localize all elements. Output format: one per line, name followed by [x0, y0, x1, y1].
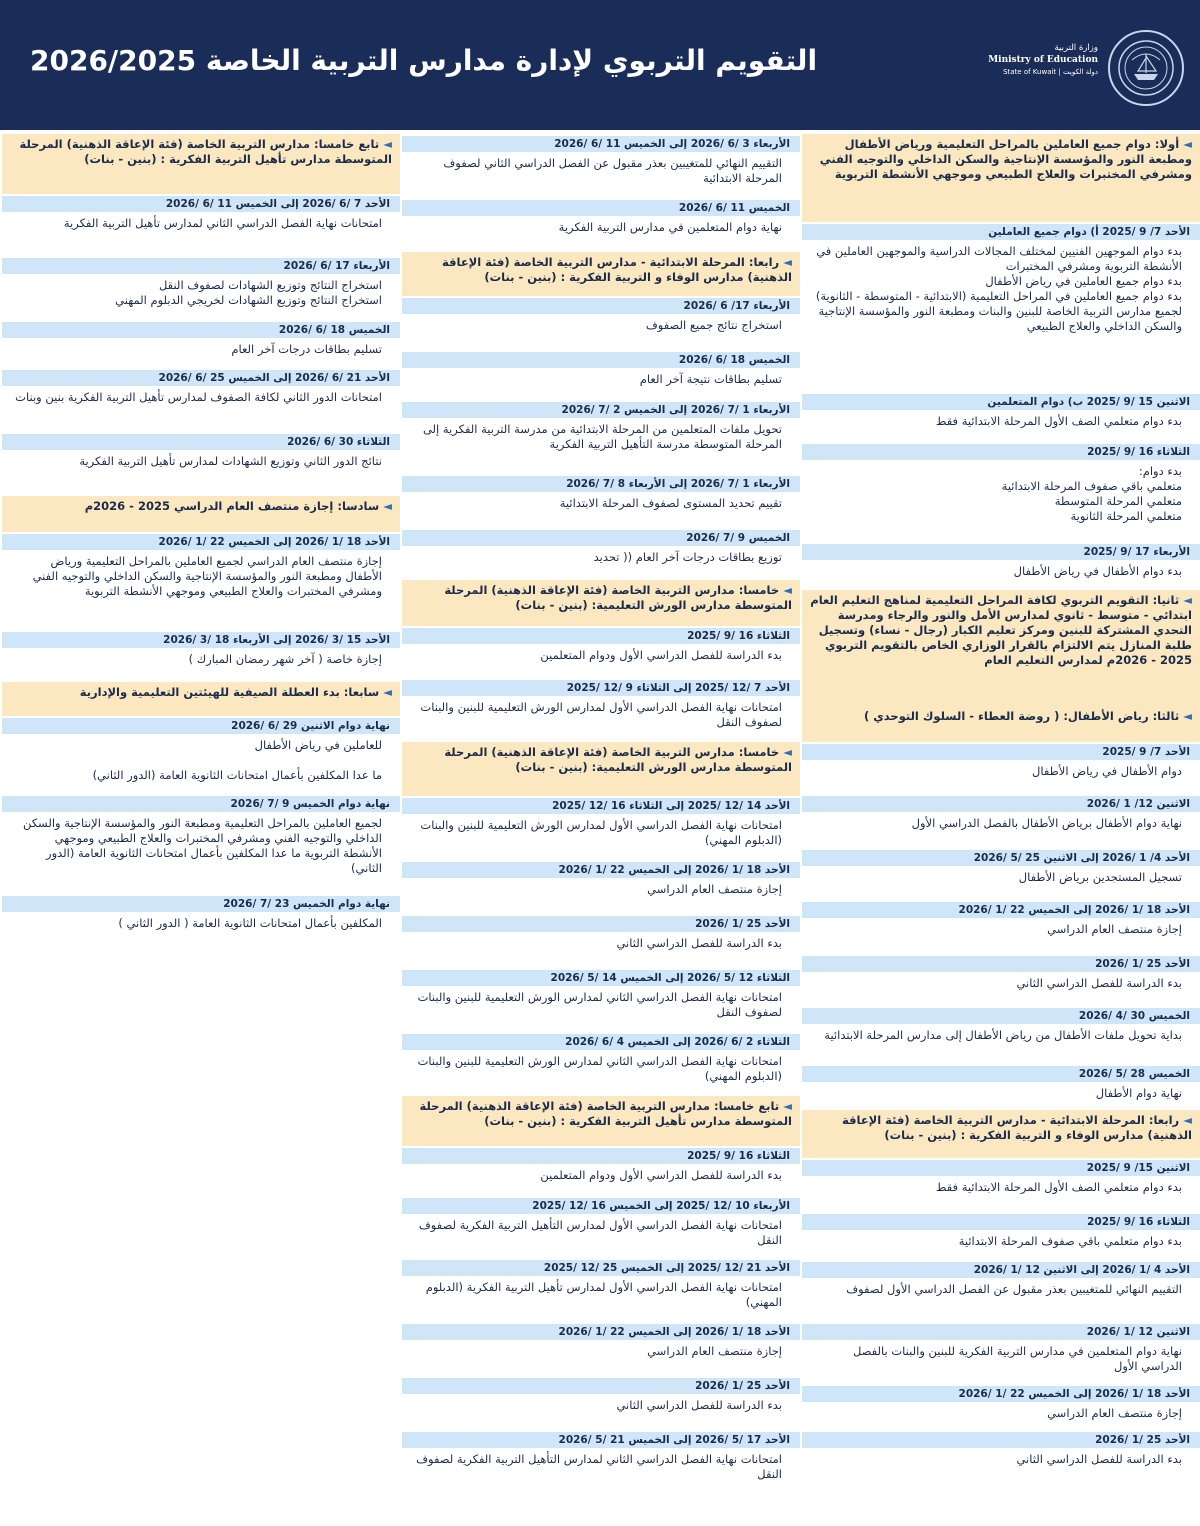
date-bar: الأحد 25 /1 /2026: [402, 1376, 800, 1394]
date-bar: الأربعاء 17 /9 /2025: [802, 542, 1200, 560]
date-bar: الأحد 7 /12 /2025 إلى الثلاثاء 9 /12 /2025: [402, 678, 800, 696]
event-text: نهاية دوام المتعلمين في مدارس التربية الفكرية: [558, 220, 782, 234]
event-description: [402, 1214, 800, 1258]
event-text: نهاية دوام الأطفال: [1095, 1086, 1182, 1100]
bullet-arrow-icon: ◄: [1179, 137, 1192, 151]
state-line: State of Kuwait | دولة الكويت: [1003, 68, 1098, 76]
date-bar: الأربعاء 3 /6 /2026 إلى الخميس 11 /6 /2026: [402, 134, 800, 152]
event-text: التقييم النهائي للمتغيبين بعذر مقبول عن الفصل الدراسي الأول لصفوف: [846, 1282, 1182, 1296]
section-heading-text: سادسا: إجازة منتصف العام الدراسي 2025 - 2026م: [84, 499, 380, 513]
event-text: بدء الدراسة للفصل الدراسي الثاني: [616, 1398, 782, 1412]
date-bar: الخميس 28 /5 /2026: [802, 1064, 1200, 1082]
event-text: بدء دوام الموجهين الفنيين لمختلف المجالات الدراسية والموجهين العاملين في الأنشطة التربوية ومشرفي المختبرات بدء دوام جميع العاملين في رياض الأطفال بدء دوام جميع العاملين في المراحل التعليمية (الابتدائية - المتوسطة - الثانوية) لجميع مدارس التربية الخاصة للبنين والبنات ومطبعة النور والمؤسسة الإنتاجية والسكن الداخلي والعلاج الطبيعي: [815, 244, 1182, 333]
date-bar: الثلاثاء 16 /9 /2025: [402, 626, 800, 644]
date-bar: الأحد 15 /3 /2026 إلى الأربعاء 18 /3 /2026: [2, 630, 400, 648]
section-heading: [802, 706, 1200, 742]
date-bar: نهاية دوام الخميس 9 /7 /2026: [2, 794, 400, 812]
event-description: [2, 812, 400, 894]
event-description: [402, 314, 800, 350]
calendar-columns: [0, 134, 1200, 1526]
bullet-arrow-icon: ◄: [1179, 1113, 1192, 1127]
date-bar: الثلاثاء 16 /9 /2025: [802, 442, 1200, 460]
event-description: [802, 812, 1200, 848]
event-description: [402, 216, 800, 252]
event-text: للعاملين في رياض الأطفال ما عدا المكلفين بأعمال امتحانات الثانوية العامة (الدور الثاني): [92, 738, 382, 782]
bullet-arrow-icon: ◄: [379, 499, 392, 513]
event-description: [2, 212, 400, 256]
date-bar: الثلاثاء 12 /5 /2026 إلى الخميس 14 /5 /2026: [402, 968, 800, 986]
ministry-name-ar: وزارة التربية: [1054, 43, 1098, 53]
event-text: نهاية دوام الأطفال برياض الأطفال بالفصل الدراسي الأول: [911, 816, 1182, 830]
date-bar: الخميس 30 /4 /2026: [802, 1006, 1200, 1024]
event-description: [2, 912, 400, 946]
section-heading: [402, 1096, 800, 1146]
event-text: لجميع العاملين بالمراحل التعليمية ومطبعة النور والمؤسسة الإنتاجية والسكن الداخلي والتوجيه الفني ومشرفي المختبرات والعلاج الطبيعي وموجهي الأنشطة التربوية ما عدا المكلفين بأعمال امتحانات الثانوية العامة (الدور الثاني): [19, 816, 382, 875]
event-text: استخراج النتائج وتوزيع الشهادات لصفوف النقل استخراج النتائج وتوزيع الشهادات لخريجي الدبلوم المهني: [115, 278, 382, 307]
event-text: إجازة منتصف العام الدراسي: [647, 1344, 782, 1358]
date-bar: الأربعاء 1 /7 /2026 إلى الأربعاء 8 /7 /2026: [402, 474, 800, 492]
date-bar: الثلاثاء 30 /6 /2026: [2, 432, 400, 450]
date-bar: الأحد 17 /5 /2026 إلى الخميس 21 /5 /2026: [402, 1430, 800, 1448]
event-description: [402, 418, 800, 474]
date-bar: الأحد 21 /12 /2025 إلى الخميس 25 /12 /2025: [402, 1258, 800, 1276]
bullet-arrow-icon: ◄: [779, 1099, 792, 1113]
section-heading-text: أولا: دوام جميع العاملين بالمراحل التعليمية ورياض الأطفال ومطبعة النور والمؤسسة الإنتاجية والسكن الداخلي والتوجيه الفني ومشرفي المختبرات والعلاج الطبيعي وموجهي الأنشطة التربوية: [819, 137, 1192, 181]
date-bar: الأحد 18 /1 /2026 إلى الخميس 22 /1 /2026: [802, 1384, 1200, 1402]
event-text: امتحانات نهاية الفصل الدراسي الأول لمدارس الورش التعليمية للبنين والبنات لصفوف النقل: [416, 700, 782, 729]
event-description: [2, 338, 400, 368]
event-description: [802, 1402, 1200, 1430]
date-bar: الأحد 25 /1 /2026: [402, 914, 800, 932]
event-description: [802, 1082, 1200, 1110]
event-description: [802, 918, 1200, 954]
date-bar: الخميس 9 /7 /2026: [402, 528, 800, 546]
column-middle: [402, 134, 800, 1498]
column-right: [802, 134, 1200, 1478]
event-description: [802, 240, 1200, 392]
event-description: [402, 1394, 800, 1430]
column-left: [2, 134, 400, 946]
event-description: [2, 386, 400, 432]
event-description: [2, 274, 400, 320]
event-description: [402, 1448, 800, 1498]
date-bar: الثلاثاء 16 /9 /2025: [802, 1212, 1200, 1230]
section-heading-text: تابع خامسا: مدارس التربية الخاصة (فئة الإعاقة الذهنية) المرحلة المتوسطة مدارس تأهيل التربية الفكرية : (بنين - بنات): [419, 1099, 792, 1128]
date-bar: الأحد 18 /1 /2026 إلى الخميس 22 /1 /2026: [402, 1322, 800, 1340]
bullet-arrow-icon: ◄: [1179, 593, 1192, 607]
event-description: [802, 1230, 1200, 1260]
event-text: تسجيل المستجدين برياض الأطفال: [1018, 870, 1182, 884]
section-heading: [802, 1110, 1200, 1158]
event-text: إجازة منتصف العام الدراسي لجميع العاملين بالمراحل التعليمية ورياض الأطفال ومطبعة النور والمؤسسة الإنتاجية والسكن الداخلي والتوجيه الفني ومشرفي المختبرات والعلاج الطبيعي وموجهي الأنشطة التربوية: [28, 554, 382, 598]
date-bar: الثلاثاء 2 /6 /2026 إلى الخميس 4 /6 /2026: [402, 1032, 800, 1050]
event-text: امتحانات نهاية الفصل الدراسي الأول لمدارس تأهيل التربية الفكرية (الدبلوم المهني): [422, 1280, 782, 1309]
date-bar: الأحد 4/ 1 /2026 إلى الاثنين 25 /5 /2026: [802, 848, 1200, 866]
event-text: بدء الدراسة للفصل الدراسي الثاني: [1016, 976, 1182, 990]
date-bar: الأحد 7/ 9 /2025: [802, 742, 1200, 760]
date-bar: الأحد 4 /1 /2026 إلى الاثنين 12 /1 /2026: [802, 1260, 1200, 1278]
date-bar: الخميس 18 /6 /2026: [2, 320, 400, 338]
event-description: [402, 644, 800, 678]
event-description: [802, 1176, 1200, 1212]
event-text: توزيع بطاقات درجات آخر العام (( تحديد: [593, 550, 782, 564]
event-text: المكلفين بأعمال امتحانات الثانوية العامة ( الدور الثاني ): [118, 916, 382, 930]
bullet-arrow-icon: ◄: [379, 685, 392, 699]
bullet-arrow-icon: ◄: [779, 255, 792, 269]
section-heading: [802, 590, 1200, 706]
date-bar: الأحد 18 /1 /2026 إلى الخميس 22 /1 /2026: [802, 900, 1200, 918]
event-text: بدء دوام متعلمي الصف الأول المرحلة الابتدائية فقط: [935, 414, 1182, 428]
event-text: بدء دوام متعلمي الصف الأول المرحلة الابتدائية فقط: [935, 1180, 1182, 1194]
section-heading-text: خامسا: مدارس التربية الخاصة (فئة الإعاقة الذهنية) المرحلة المتوسطة مدارس الورش التعليمية: (بنين - بنات): [444, 583, 792, 612]
event-description: [402, 368, 800, 400]
event-text: امتحانات الدور الثاني لكافة الصفوف لمدارس تأهيل التربية الفكرية بنين وبنات: [15, 390, 382, 404]
date-bar: نهاية دوام الاثنين 29 /6 /2026: [2, 716, 400, 734]
event-text: بدء دوام متعلمي باقي صفوف المرحلة الابتدائية: [958, 1234, 1182, 1248]
date-bar: الأحد 25 /1 /2026: [802, 1430, 1200, 1448]
event-text: بداية تحويل ملفات الأطفال من رياض الأطفال إلى مدارس المرحلة الابتدائية: [824, 1028, 1182, 1042]
ministry-name-en: Ministry of Education: [988, 55, 1098, 65]
section-heading: [2, 496, 400, 532]
event-description: [2, 450, 400, 496]
event-description: [802, 1340, 1200, 1384]
event-text: نهاية دوام المتعلمين في مدارس التربية الفكرية للبنين والبنات بالفصل الدراسي الأول: [849, 1344, 1182, 1373]
date-bar: الاثنين 15 /9 /2025 ب) دوام المتعلمين: [802, 392, 1200, 410]
event-description: [802, 410, 1200, 442]
event-text: امتحانات نهاية الفصل الدراسي الثاني لمدارس الورش التعليمية للبنين والبنات (الدبلوم المهني): [413, 1054, 782, 1083]
event-text: امتحانات نهاية الفصل الدراسي الثاني لمدارس تأهيل التربية الفكرية: [63, 216, 382, 230]
event-text: تسليم بطاقات نتيجة آخر العام: [639, 372, 782, 386]
event-text: بدء دوام الأطفال في رياض الأطفال: [1013, 564, 1182, 578]
event-description: [802, 1024, 1200, 1064]
date-bar: الأربعاء 17 /6 /2026: [2, 256, 400, 274]
event-description: [802, 560, 1200, 590]
event-description: [402, 1164, 800, 1196]
bullet-arrow-icon: ◄: [1179, 709, 1192, 723]
date-bar: الخميس 18 /6 /2026: [402, 350, 800, 368]
date-bar: الثلاثاء 16 /9 /2025: [402, 1146, 800, 1164]
event-description: [402, 1276, 800, 1322]
event-text: تقييم تحديد المستوى لصفوف المرحلة الابتدائية: [559, 496, 782, 510]
section-heading-text: رابعا: المرحلة الابتدائية - مدارس التربية الخاصة (فئة الإعاقة الذهنية) مدارس الوفاء و التربية الفكرية : (بنين - بنات): [842, 1113, 1192, 1142]
date-bar: الأحد 7/ 9 /2025 أ) دوام جميع العاملين: [802, 222, 1200, 240]
event-description: [402, 878, 800, 914]
event-description: [802, 866, 1200, 900]
event-text: التقييم النهائي للمتغيبين بعذر مقبول عن الفصل الدراسي الثاني لصفوف المرحلة الابتدائية: [439, 156, 782, 185]
header-banner: [0, 0, 1200, 130]
date-bar: الخميس 11 /6 /2026: [402, 198, 800, 216]
section-heading: [402, 252, 800, 296]
event-description: [402, 1340, 800, 1376]
section-heading: [402, 580, 800, 626]
section-heading: [402, 742, 800, 796]
section-heading: [2, 134, 400, 194]
date-bar: الأحد 25 /1 /2026: [802, 954, 1200, 972]
section-heading-text: خامسا: مدارس التربية الخاصة (فئة الإعاقة الذهنية) المرحلة المتوسطة مدارس الورش التعليمية: (بنين - بنات): [444, 745, 792, 774]
event-text: دوام الأطفال في رياض الأطفال: [1031, 764, 1182, 778]
date-bar: الأربعاء 1 /7 /2026 إلى الخميس 2 /7 /2026: [402, 400, 800, 418]
bullet-arrow-icon: ◄: [779, 583, 792, 597]
event-text: بدء الدراسة للفصل الدراسي الأول ودوام المتعلمين: [540, 648, 782, 662]
page-title: التقويم التربوي لإدارة مدارس التربية الخاصة 2026/2025: [30, 44, 818, 77]
date-bar: الأربعاء 10 /12 /2025 إلى الخميس 16 /12 /2025: [402, 1196, 800, 1214]
event-description: [2, 648, 400, 682]
event-text: امتحانات نهاية الفصل الدراسي الأول لمدارس التأهيل التربية الفكرية لصفوف النقل: [415, 1218, 782, 1247]
date-bar: الأحد 18 /1 /2026 إلى الخميس 22 /1 /2026: [2, 532, 400, 550]
event-text: بدء دوام: متعلمي باقي صفوف المرحلة الابتدائية متعلمي المرحلة المتوسطة متعلمي المرحلة الثانوية: [1001, 464, 1182, 523]
event-description: [402, 1050, 800, 1096]
event-description: [402, 696, 800, 742]
event-text: نتائج الدور الثاني وتوزيع الشهادات لمدارس تأهيل التربية الفكرية: [79, 454, 382, 468]
date-bar: الأحد 18 /1 /2026 إلى الخميس 22 /1 /2026: [402, 860, 800, 878]
section-heading-text: ثانيا: التقويم التربوي لكافة المراحل التعليمية لمناهج التعليم العام ابتدائي - متوسط - ثانوي لمدارس الأمل والنور والرجاء ومدرسة التحدي المشتركة للبنين ومركز تعليم الكبار (رجال - نساء) وتسجيل طلبة المنازل يتم الالتزام بالقرار الوزاري الخاص بالتقويم التربوي 2025 - 2026م لمدارس التعليم العام: [810, 593, 1192, 667]
section-heading: [802, 134, 1200, 222]
event-description: [802, 972, 1200, 1006]
date-bar: الاثنين 15/ 9 /2025: [802, 1158, 1200, 1176]
date-bar: الاثنين 12 /1 /2026: [802, 1322, 1200, 1340]
event-description: [402, 814, 800, 860]
event-text: بدء الدراسة للفصل الدراسي الثاني: [616, 936, 782, 950]
event-text: امتحانات نهاية الفصل الدراسي الثاني لمدارس التأهيل التربية الفكرية لصفوف النقل: [412, 1452, 782, 1481]
section-heading: [2, 682, 400, 716]
event-text: إجازة منتصف العام الدراسي: [647, 882, 782, 896]
event-description: [402, 546, 800, 580]
date-bar: الأربعاء 17/ 6 /2026: [402, 296, 800, 314]
emblem-icon: [1108, 30, 1184, 106]
event-description: [402, 986, 800, 1032]
section-heading-text: تابع خامسا: مدارس التربية الخاصة (فئة الإعاقة الذهنية) المرحلة المتوسطة مدارس تأهيل التربية الفكرية : (بنين - بنات): [19, 137, 392, 166]
event-description: [2, 734, 400, 794]
event-description: [802, 760, 1200, 794]
event-text: تسليم بطاقات درجات آخر العام: [231, 342, 382, 356]
event-description: [802, 460, 1200, 542]
ministry-name: [988, 42, 1098, 78]
event-text: بدء الدراسة للفصل الدراسي الثاني: [1016, 1452, 1182, 1466]
event-description: [402, 492, 800, 528]
event-text: امتحانات نهاية الفصل الدراسي الأول لمدارس الورش التعليمية للبنين والبنات (الدبلوم المهني): [416, 818, 782, 847]
date-bar: نهاية دوام الخميس 23 /7 /2026: [2, 894, 400, 912]
section-heading-text: سابعا: بدء العطلة الصيفية للهيئتين التعليمية والإدارية: [79, 685, 380, 699]
section-heading-text: ثالثا: رياض الأطفال: ( روضة العطاء - السلوك التوحدي ): [863, 709, 1180, 723]
date-bar: الأحد 21 /6 /2026 إلى الخميس 25 /6 /2026: [2, 368, 400, 386]
date-bar: الأحد 14 /12 /2025 إلى الثلاثاء 16 /12 /2025: [402, 796, 800, 814]
event-description: [802, 1278, 1200, 1322]
date-bar: الأحد 7 /6 /2026 إلى الخميس 11 /6 /2026: [2, 194, 400, 212]
event-text: تحويل ملفات المتعلمين من المرحلة الابتدائية من مدرسة التربية الفكرية إلى المرحلة المتوسطة مدرسة التأهيل التربية الفكرية: [419, 422, 782, 451]
bullet-arrow-icon: ◄: [379, 137, 392, 151]
date-bar: الاثنين 12/ 1 /2026: [802, 794, 1200, 812]
event-text: استخراج نتائج جميع الصفوف: [645, 318, 782, 332]
event-text: امتحانات نهاية الفصل الدراسي الثاني لمدارس الورش التعليمية للبنين والبنات لصفوف النقل: [413, 990, 782, 1019]
ministry-logo: [944, 28, 1184, 108]
event-text: إجازة منتصف العام الدراسي: [1047, 1406, 1182, 1420]
event-description: [2, 550, 400, 630]
event-description: [402, 932, 800, 968]
event-description: [802, 1448, 1200, 1478]
event-text: إجازة منتصف العام الدراسي: [1047, 922, 1182, 936]
section-heading-text: رابعا: المرحلة الابتدائية - مدارس التربية الخاصة (فئة الإعاقة الذهنية) مدارس الوفاء و التربية الفكرية : (بنين - بنات): [442, 255, 792, 284]
event-text: إجازة خاصة ( آخر شهر رمضان المبارك ): [188, 652, 382, 666]
bullet-arrow-icon: ◄: [779, 745, 792, 759]
event-text: بدء الدراسة للفصل الدراسي الأول ودوام المتعلمين: [540, 1168, 782, 1182]
event-description: [402, 152, 800, 198]
